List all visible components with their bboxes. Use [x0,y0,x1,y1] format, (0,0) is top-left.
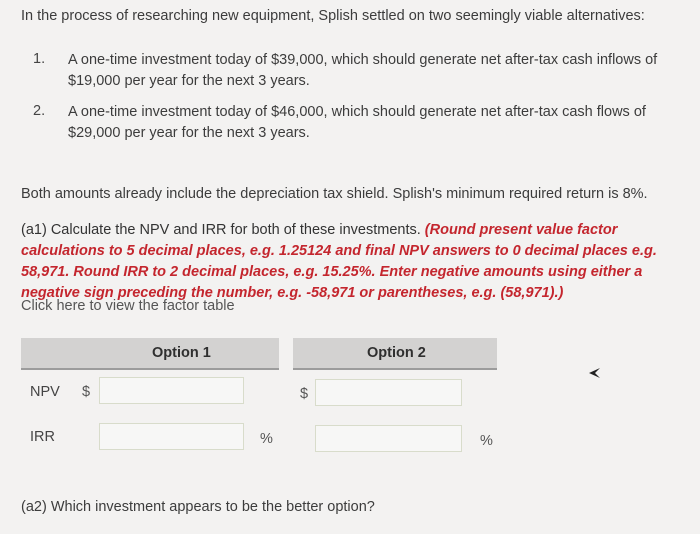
npv-option2-currency: $ [300,386,309,402]
intro-text: In the process of researching new equipment, Splish settled on two seemingly viable alternatives: [21,8,645,24]
option1-header: Option 1 [152,345,211,361]
option2-header-underline [293,368,497,370]
option1-header-underline [21,368,279,370]
mouse-pointer-icon [589,368,601,378]
question-a1 [21,220,693,304]
assumption-note: Both amounts already include the depreciation tax shield. Splish's minimum required return is 8%. [21,186,648,202]
irr-option2-input[interactable] [315,425,462,452]
npv-option2-input[interactable] [315,379,462,406]
factor-table-link[interactable]: Click here to view the factor table [21,298,235,314]
question-a1-prefix: (a1) Calculate the NPV and IRR for both of these investments. [21,222,425,238]
irr-option2-percent: % [480,433,493,449]
list-number-1: 1. [33,51,46,67]
irr-option1-input[interactable] [99,423,244,450]
npv-option1-currency: $ [82,384,91,400]
question-a1-instructions: (Round present value factor calculations to 5 decimal places, e.g. 1.25124 and final NPV answers to 0 decimal places e.g. 58,971. Round IRR to 2 decimal places, e.g. 15.25%. Enter negative amounts using either a negative sign preceding the number, e.g. -58,971 or parentheses, e.g. (58,971).) [21,222,657,301]
irr-label: IRR [30,429,55,445]
option1-header-bar [21,338,279,368]
option2-header: Option 2 [367,345,426,361]
irr-option1-percent: % [260,431,273,447]
alternative-2-text: A one-time investment today of $46,000, which should generate net after-tax cash flows of $29,000 per year for the next 3 years. [68,104,646,141]
npv-label: NPV [30,384,60,400]
npv-option1-input[interactable] [99,377,244,404]
list-number-2: 2. [33,103,46,119]
alternative-1-text: A one-time investment today of $39,000, which should generate net after-tax cash inflows of $19,000 per year for the next 3 years. [68,52,658,89]
question-a2: (a2) Which investment appears to be the better option? [21,499,375,515]
